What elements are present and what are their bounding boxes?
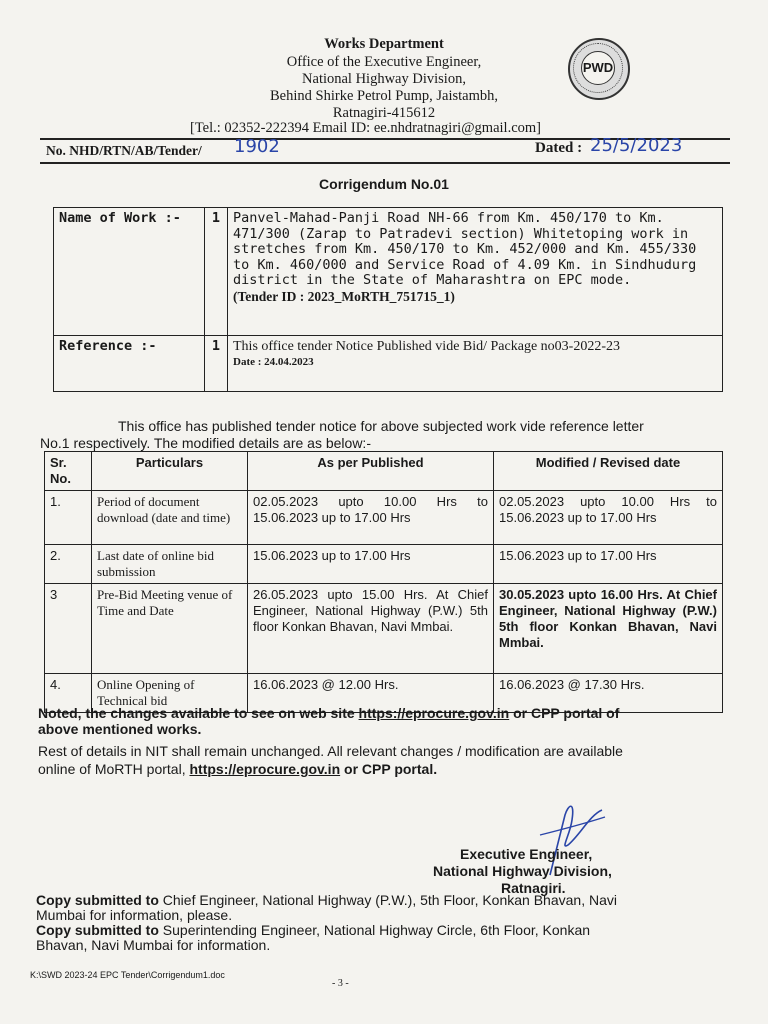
reference-date: Date : 24.04.2023 xyxy=(233,355,314,368)
row-modified: 16.06.2023 @ 17.30 Hrs. xyxy=(494,674,723,713)
rest-prefix: online of MoRTH portal, xyxy=(38,761,186,777)
rest-line-1: Rest of details in NIT shall remain unchanged. All relevant changes / modification are available xyxy=(38,743,623,759)
pwd-seal-icon: PWD xyxy=(568,38,630,100)
tender-id: (Tender ID : 2023_MoRTH_751715_1) xyxy=(233,288,455,304)
page-number: - 3 - xyxy=(332,978,349,989)
dept-name: Works Department xyxy=(324,36,444,52)
copy-1-line-2: Mumbai for information, please. xyxy=(36,907,233,923)
work-line: stretches from Km. 450/170 to Km. 452/000 and Km. 455/330 xyxy=(233,241,697,257)
reference-label: Reference :- xyxy=(54,336,205,392)
copy-text: Chief Engineer, National Highway (P.W.), 5th Floor, Konkan Bhavan, Navi xyxy=(162,892,617,908)
row-published: 16.06.2023 @ 12.00 Hrs. xyxy=(248,674,494,713)
header-sr: Sr. No. xyxy=(45,452,92,491)
row-modified: 02.05.2023 upto 10.00 Hrs to 15.06.2023 up to 17.00 Hrs xyxy=(494,491,723,545)
work-table xyxy=(53,207,723,392)
reference-line: This office tender Notice Published vide Bid/ Package no03-2022-23 xyxy=(233,339,620,354)
name-of-work-text xyxy=(228,208,723,336)
copy-text: Superintending Engineer, National Highway Circle, 6th Floor, Konkan xyxy=(162,922,591,938)
row-sr: 2. xyxy=(45,545,92,584)
noted-text: Noted, the changes available to see on web site xyxy=(38,705,355,721)
letter-number-value: 1902 xyxy=(234,136,280,157)
copy-label: Copy submitted to xyxy=(36,892,159,908)
office-name: Office of the Executive Engineer, xyxy=(286,54,482,70)
copy-2-line-2: Bhavan, Navi Mumbai for information. xyxy=(36,937,271,953)
row-sr: 4. xyxy=(45,674,92,713)
address-line: Behind Shirke Petrol Pump, Jaistambh, xyxy=(270,88,498,104)
reference-text xyxy=(228,336,723,392)
dated-label: Dated : xyxy=(535,140,583,156)
noted-line-1 xyxy=(38,705,619,721)
row-sr: 3 xyxy=(45,584,92,674)
work-line: Panvel-Mahad-Panji Road NH-66 from Km. 450/170 to Km. xyxy=(233,210,664,226)
row-particulars: Online Opening of Technical bid xyxy=(92,674,248,713)
row-published: 02.05.2023 upto 10.00 Hrs to 15.06.2023 up to 17.00 Hrs xyxy=(248,491,494,545)
work-line: 471/300 (Zarap to Patradevi section) Whitetoping work in xyxy=(233,225,689,242)
intro-line-1: This office has published tender notice for above subjected work vide reference letter xyxy=(118,418,644,434)
row-sr: 1. xyxy=(45,491,92,545)
header-published: As per Published xyxy=(248,452,494,491)
footer-path: K:\SWD 2023-24 EPC Tender\Corrigendum1.doc xyxy=(30,970,225,980)
work-line: district in the State of Maharashtra on EPC mode. xyxy=(233,272,632,288)
eprocure-link[interactable]: https://eprocure.gov.in xyxy=(358,705,510,721)
noted-suffix: or CPP portal of xyxy=(513,705,620,721)
row-particulars: Last date of online bid submission xyxy=(92,545,248,584)
noted-line-2: above mentioned works. xyxy=(38,721,202,737)
division-name: National Highway Division, xyxy=(302,71,466,87)
page-title: Corrigendum No.01 xyxy=(319,176,449,192)
header-modified: Modified / Revised date xyxy=(494,452,723,491)
signature-title: Executive Engineer, xyxy=(460,846,593,862)
copy-1-line-1 xyxy=(36,892,617,908)
rest-suffix: or CPP portal. xyxy=(344,761,438,777)
reference-num: 1 xyxy=(205,336,228,392)
row-particulars: Pre-Bid Meeting venue of Time and Date xyxy=(92,584,248,674)
row-published: 26.05.2023 upto 15.00 Hrs. At Chief Engineer, National Highway (P.W.) 5th floor Konkan Bhavan, Navi Mmbai. xyxy=(248,584,494,674)
header-particulars: Particulars xyxy=(92,452,248,491)
contact-line: [Tel.: 02352-222394 Email ID: ee.nhdratnagiri@gmail.com] xyxy=(190,120,541,136)
work-line: to Km. 460/000 and Service Road of 4.09 Km. in Sindhudurg xyxy=(233,256,697,273)
table-row xyxy=(45,545,723,584)
dated-value: 25/5/2023 xyxy=(590,135,683,156)
name-of-work-num: 1 xyxy=(205,208,228,336)
intro-line-2: No.1 respectively. The modified details are as below:- xyxy=(40,435,371,451)
rest-line-2 xyxy=(38,761,437,777)
table-row xyxy=(45,491,723,545)
table-row xyxy=(45,584,723,674)
copy-label: Copy submitted to xyxy=(36,922,159,938)
signature-city: Ratnagiri. xyxy=(501,880,566,896)
row-published: 15.06.2023 up to 17.00 Hrs xyxy=(248,545,494,584)
row-particulars: Period of document download (date and time) xyxy=(92,491,248,545)
row-modified: 30.05.2023 upto 16.00 Hrs. At Chief Engineer, National Highway (P.W.) 5th floor Konkan Bhavan, Navi Mmbai. xyxy=(494,584,723,674)
city-line: Ratnagiri-415612 xyxy=(332,105,436,121)
signature-division: National Highway Division, xyxy=(433,863,612,879)
row-modified: 15.06.2023 up to 17.00 Hrs xyxy=(494,545,723,584)
name-of-work-label: Name of Work :- xyxy=(54,208,205,336)
eprocure-link-2[interactable]: https://eprocure.gov.in xyxy=(189,761,341,777)
details-table xyxy=(44,451,723,713)
letter-number-label: No. NHD/RTN/AB/Tender/ xyxy=(46,143,202,158)
copy-2-line-1 xyxy=(36,922,590,938)
